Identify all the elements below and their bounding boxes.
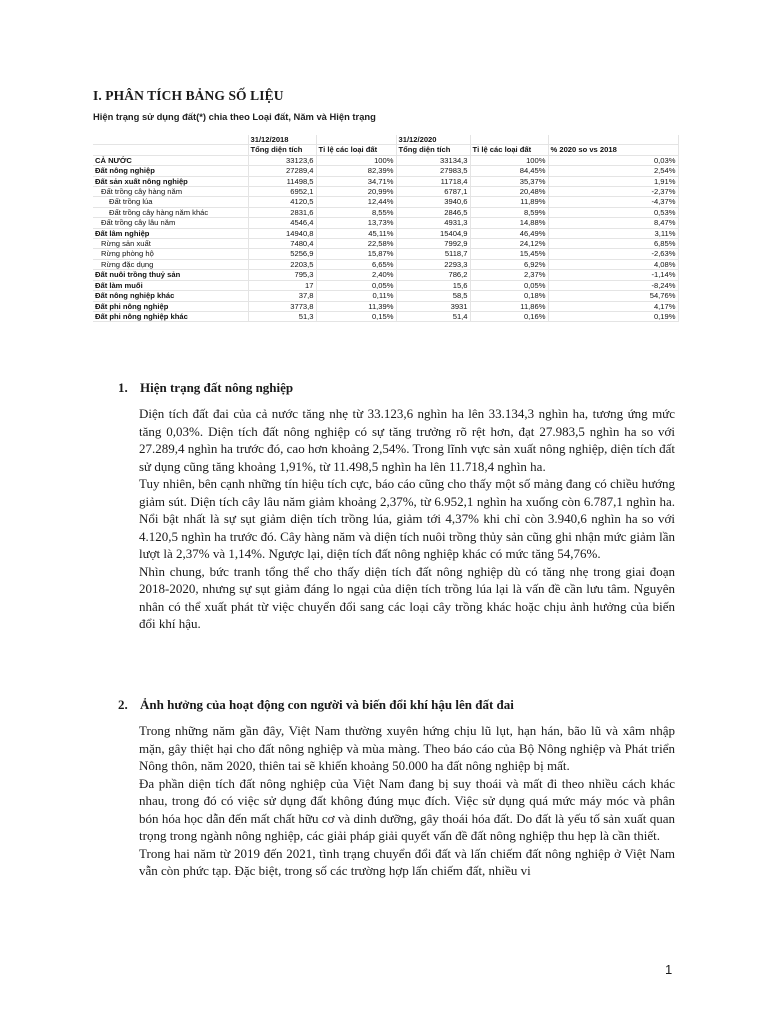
table-cell: 2831,6	[248, 207, 316, 217]
table-cell: 0,15%	[316, 311, 396, 321]
table-cell: 8,55%	[316, 207, 396, 217]
table-cell: 31/12/2020	[396, 135, 470, 145]
table-cell: 15,87%	[316, 249, 396, 259]
table-cell: 3931	[396, 301, 470, 311]
table-cell: Đất trồng cây hàng năm	[93, 187, 248, 197]
table-date-row	[93, 135, 678, 145]
table-row	[93, 197, 678, 207]
table-cell: 6,92%	[470, 259, 548, 269]
table-cell: 51,4	[396, 311, 470, 321]
table-cell: 0,18%	[470, 291, 548, 301]
table-cell: 100%	[470, 155, 548, 165]
table-cell: 4,08%	[548, 259, 678, 269]
table-cell: 3773,8	[248, 301, 316, 311]
table-cell: 0,53%	[548, 207, 678, 217]
table-header-row	[93, 145, 678, 155]
table-cell: 11,86%	[470, 301, 548, 311]
table-cell: 0,05%	[470, 280, 548, 290]
table-cell: 45,11%	[316, 228, 396, 238]
table-cell: CẢ NƯỚC	[93, 155, 248, 165]
table-cell: 12,44%	[316, 197, 396, 207]
table-cell: 2203,5	[248, 259, 316, 269]
table-row	[93, 155, 678, 165]
table-cell: 2,37%	[470, 270, 548, 280]
table-cell: 46,49%	[470, 228, 548, 238]
table-row	[93, 166, 678, 176]
table-cell: 0,03%	[548, 155, 678, 165]
table-cell: 84,45%	[470, 166, 548, 176]
table-cell	[93, 145, 248, 155]
table-row	[93, 207, 678, 217]
table-cell: 7480,4	[248, 239, 316, 249]
table-cell: 6,65%	[316, 259, 396, 269]
table-cell: 3,11%	[548, 228, 678, 238]
table-cell: Đất nông nghiệp	[93, 166, 248, 176]
table-cell: 20,48%	[470, 187, 548, 197]
table-row	[93, 176, 678, 186]
table-cell: Đất phi nông nghiệp khác	[93, 311, 248, 321]
paragraph: Nhìn chung, bức tranh tổng thể cho thấy diện tích đất nông nghiệp dù có tăng nhẹ trong giai đoạn 2018-2020, nhưng sự sụt giảm đáng lo ngại của diện tích trồng lúa lại là vấn đề cần lưu tâm. Nguyên nhân có thể xuất phát từ việc chuyển đổi sang các loại cây trồng khác hoặc chịu ảnh hưởng của biến đổi khí hậu.	[139, 563, 675, 631]
table-cell: 14,88%	[470, 218, 548, 228]
table-cell: Rừng sản xuất	[93, 239, 248, 249]
section-2-heading	[118, 697, 678, 715]
section-2-title: Ảnh hưởng của hoạt động con người và biến đổi khí hậu lên đất đai	[140, 697, 514, 712]
section-2-body	[139, 722, 675, 880]
table-cell: 1,91%	[548, 176, 678, 186]
table-row	[93, 249, 678, 259]
table-cell: -8,24%	[548, 280, 678, 290]
table-cell: 11,89%	[470, 197, 548, 207]
table-cell: 0,16%	[470, 311, 548, 321]
table-cell: 15,45%	[470, 249, 548, 259]
table-cell: 8,47%	[548, 218, 678, 228]
table-cell: Đất lâm nghiệp	[93, 228, 248, 238]
table-cell	[93, 135, 248, 145]
table-cell: 8,59%	[470, 207, 548, 217]
table-cell	[470, 135, 548, 145]
section-2-number: 2.	[118, 697, 128, 712]
table-cell	[548, 135, 678, 145]
table-cell: Đất trồng cây lâu năm	[93, 218, 248, 228]
table-cell: 11718,4	[396, 176, 470, 186]
table-row	[93, 301, 678, 311]
table-cell: Tỉ lệ các loại đất	[470, 145, 548, 155]
table-cell: 0,11%	[316, 291, 396, 301]
table-cell: 7992,9	[396, 239, 470, 249]
table-row	[93, 291, 678, 301]
table-row	[93, 228, 678, 238]
table-cell: 100%	[316, 155, 396, 165]
table-cell: 4,17%	[548, 301, 678, 311]
table-cell: -2,63%	[548, 249, 678, 259]
table-cell: 20,99%	[316, 187, 396, 197]
table-cell: 5256,9	[248, 249, 316, 259]
section-1-title: Hiện trạng đất nông nghiệp	[140, 380, 294, 395]
table-cell: Đất nông nghiệp khác	[93, 291, 248, 301]
table-cell: 27983,5	[396, 166, 470, 176]
table-cell: 4931,3	[396, 218, 470, 228]
paragraph: Diện tích đất đai của cả nước tăng nhẹ từ 33.123,6 nghìn ha lên 33.134,3 nghìn ha, tương ứng mức tăng 0,03%. Diện tích đất nông nghiệp có sự tăng trưởng rõ rệt hơn, đạt 27.983,5 nghìn ha so với 27.289,4 nghìn ha trước đó, cao hơn khoảng 2,54%. Trong lĩnh vực sản xuất nông nghiệp, diện tích đất sử dụng cũng tăng khoảng 1,91%, từ 11.498,5 nghìn ha lên 11.718,4 nghìn ha.	[139, 406, 675, 474]
table-cell: 786,2	[396, 270, 470, 280]
table-cell: 2846,5	[396, 207, 470, 217]
table-cell: Đất phi nông nghiệp	[93, 301, 248, 311]
table-cell: 27289,4	[248, 166, 316, 176]
table-cell: 22,58%	[316, 239, 396, 249]
table-cell: 0,05%	[316, 280, 396, 290]
table-cell: 37,8	[248, 291, 316, 301]
table-cell: 33123,6	[248, 155, 316, 165]
paragraph: Đa phần diện tích đất nông nghiệp của Việt Nam đang bị suy thoái và mất đi theo nhiều cách khác nhau, trong đó có việc sử dụng đất không đúng mục đích. Việc sử dụng quá mức máy móc và phân bón hóa học dẫn đến mất chất hữu cơ và dinh dưỡng, gây thoái hóa đất. Do đất là yếu tố sản xuất quan trọng trong ngành nông nghiệp, các giải pháp giải quyết vấn đề đất nông nghiệp thu hẹp là cần thiết.	[139, 775, 675, 843]
table-cell: 4120,5	[248, 197, 316, 207]
section-1-number: 1.	[118, 380, 128, 395]
table-row	[93, 270, 678, 280]
table-cell: Đất làm muối	[93, 280, 248, 290]
table-cell: -4,37%	[548, 197, 678, 207]
table-cell: 33134,3	[396, 155, 470, 165]
table-cell: 6,85%	[548, 239, 678, 249]
table-cell: 34,71%	[316, 176, 396, 186]
table-cell: Đất nuôi trồng thuỷ sản	[93, 270, 248, 280]
section-heading: I. PHÂN TÍCH BẢNG SỐ LIỆU	[93, 88, 284, 103]
table-cell: 15404,9	[396, 228, 470, 238]
table-cell: 5118,7	[396, 249, 470, 259]
table-cell: Tổng diện tích	[396, 145, 470, 155]
table-cell: Tỉ lệ các loại đất	[316, 145, 396, 155]
table-title: Hiện trạng sử dụng đất(*) chia theo Loại đất, Năm và Hiện trạng	[93, 111, 376, 122]
table-cell: Rừng đặc dụng	[93, 259, 248, 269]
table-cell: 31/12/2018	[248, 135, 316, 145]
page-number: 1	[665, 962, 673, 977]
table-cell: 6787,1	[396, 187, 470, 197]
table-cell: 3940,6	[396, 197, 470, 207]
table-cell: Đất trồng lúa	[93, 197, 248, 207]
table-cell: 24,12%	[470, 239, 548, 249]
table-cell: 15,6	[396, 280, 470, 290]
table-cell: 14940,8	[248, 228, 316, 238]
paragraph: Tuy nhiên, bên cạnh những tín hiệu tích cực, báo cáo cũng cho thấy một số mảng đang có chiều hướng giảm sút. Diện tích cây lâu năm giảm khoảng 2,37%, từ 6.952,1 nghìn ha xuống còn 6.787,1 nghìn ha. Nổi bật nhất là sự sụt giảm diện tích trồng lúa, giảm tới 4,37% khi chỉ còn 3.940,6 nghìn ha so với 4.120,5 nghìn ha trước đó. Cây hàng năm và diện tích nuôi trồng thủy sản cũng ghi nhận mức giảm lần lượt là 2,37% và 1,14%. Ngược lại, diện tích đất nông nghiệp khác có mức tăng 54,76%.	[139, 476, 675, 561]
table-cell: 11,39%	[316, 301, 396, 311]
table-cell: 58,5	[396, 291, 470, 301]
table-row	[93, 311, 678, 321]
land-use-table-image	[93, 111, 678, 322]
table-cell: 0,19%	[548, 311, 678, 321]
land-use-table	[93, 135, 679, 322]
table-cell: Đất sản xuất nông nghiệp	[93, 176, 248, 186]
table-cell: Tổng diện tích	[248, 145, 316, 155]
table-row	[93, 259, 678, 269]
table-row	[93, 280, 678, 290]
table-cell: 11498,5	[248, 176, 316, 186]
table-cell: -2,37%	[548, 187, 678, 197]
table-cell: 4546,4	[248, 218, 316, 228]
table-cell	[316, 135, 396, 145]
table-cell: 2,54%	[548, 166, 678, 176]
table-cell: 51,3	[248, 311, 316, 321]
table-cell: 2293,3	[396, 259, 470, 269]
table-row	[93, 187, 678, 197]
section-1-body	[139, 405, 675, 633]
table-cell: 13,73%	[316, 218, 396, 228]
table-cell: Đất trồng cây hàng năm khác	[93, 207, 248, 217]
table-row	[93, 239, 678, 249]
table-cell: 795,3	[248, 270, 316, 280]
table-cell: % 2020 so vs 2018	[548, 145, 678, 155]
section-1-heading	[118, 380, 678, 398]
table-cell: 82,39%	[316, 166, 396, 176]
paragraph: Trong hai năm từ 2019 đến 2021, tình trạng chuyển đổi đất và lấn chiếm đất nông nghiệp ở Việt Nam vẫn còn phức tạp. Đặc biệt, trong số các trường hợp lấn chiếm đất, nhiều vi	[139, 845, 675, 878]
table-cell: Rừng phòng hộ	[93, 249, 248, 259]
table-cell: -1,14%	[548, 270, 678, 280]
paragraph: Trong những năm gần đây, Việt Nam thường xuyên hứng chịu lũ lụt, hạn hán, bão lũ và xâm nhập mặn, gây thiệt hại cho đất nông nghiệp và mùa màng. Theo báo cáo của Bộ Nông nghiệp và Phát triển Nông thôn, năm 2020, thiên tai sẽ khiến khoảng 50.000 ha đất nông nghiệp bị mất.	[139, 723, 675, 773]
table-cell: 54,76%	[548, 291, 678, 301]
table-row	[93, 218, 678, 228]
table-cell: 17	[248, 280, 316, 290]
table-cell: 6952,1	[248, 187, 316, 197]
table-cell: 2,40%	[316, 270, 396, 280]
table-cell: 35,37%	[470, 176, 548, 186]
